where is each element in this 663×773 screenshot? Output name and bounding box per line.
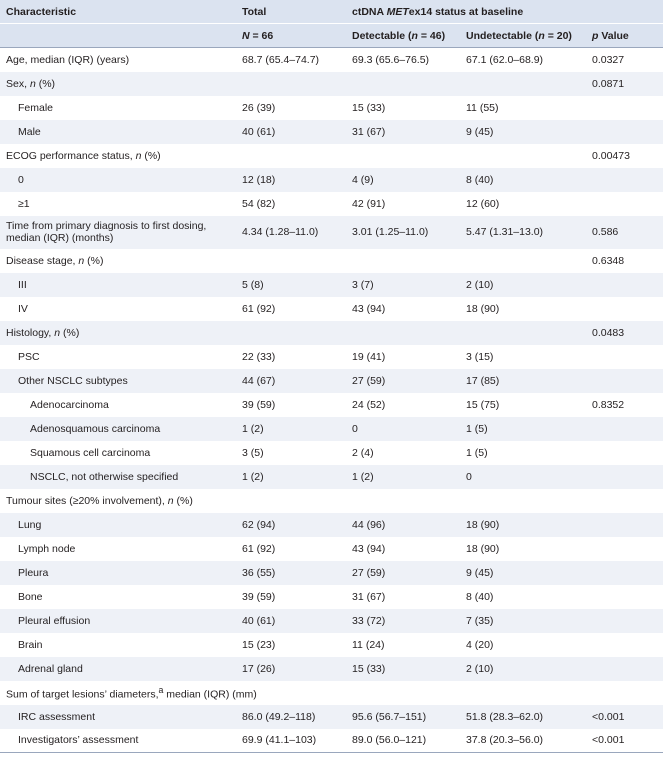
row-label: Lymph node <box>18 542 76 555</box>
label-n: n <box>29 77 36 90</box>
cell-p-value <box>586 297 663 321</box>
cell-detectable: 33 (72) <box>346 609 460 633</box>
label-text: Tumour sites (≥20% involvement), <box>6 494 168 507</box>
cell-total: 40 (61) <box>236 120 346 144</box>
cell-undetectable: 17 (85) <box>460 369 586 393</box>
header-ctdna-gene: MET <box>386 5 409 18</box>
cell-detectable <box>346 681 460 705</box>
cell-p-value <box>586 513 663 537</box>
table-row <box>0 72 663 96</box>
cell-detectable: 4 (9) <box>346 168 460 192</box>
header-detectable-prefix: Detectable ( <box>352 29 412 42</box>
cell-p-value <box>586 96 663 120</box>
label-n: n <box>54 326 61 339</box>
cell-total: 3 (5) <box>242 446 264 459</box>
row-label: Adrenal gland <box>0 657 236 681</box>
cell-detectable: 43 (94) <box>352 302 386 315</box>
table-row <box>0 417 663 441</box>
table-row <box>0 168 663 192</box>
cell-total: 17 (26) <box>236 657 346 681</box>
cell-undetectable: 9 (45) <box>460 561 586 585</box>
table-row <box>0 345 663 369</box>
label-tail: (%) <box>35 77 56 90</box>
cell-p-value: 0.00473 <box>592 149 630 162</box>
cell-undetectable: 5.47 (1.31–13.0) <box>460 216 586 249</box>
row-label: 0 <box>0 168 236 192</box>
header-detectable <box>346 24 460 48</box>
table-row <box>0 48 663 72</box>
cell-p-value <box>586 657 663 681</box>
cell-total: 68.7 (65.4–74.7) <box>242 53 320 66</box>
cell-undetectable: 3 (15) <box>466 350 494 363</box>
row-label: Brain <box>18 638 43 651</box>
label-n: n <box>78 254 85 267</box>
cell-total: 39 (59) <box>242 398 276 411</box>
row-label: ≥1 <box>18 197 30 210</box>
table-row <box>0 633 663 657</box>
cell-detectable <box>346 249 460 273</box>
cell-detectable <box>346 321 460 345</box>
table-row <box>0 216 663 249</box>
row-label <box>0 72 236 96</box>
cell-detectable: 15 (33) <box>352 101 386 114</box>
header-ctdna-prefix: ctDNA <box>352 5 387 18</box>
cell-p-value <box>586 345 663 369</box>
row-label: Adenosquamous carcinoma <box>0 417 236 441</box>
cell-detectable: 24 (52) <box>352 398 386 411</box>
cell-p-value: 0.8352 <box>592 398 625 411</box>
cell-total <box>236 321 346 345</box>
cell-p-value <box>586 537 663 561</box>
header-total: Total <box>236 0 346 24</box>
row-label: Time from primary diagnosis to first dosing, median (IQR) (months) <box>0 216 236 249</box>
cell-total: 12 (18) <box>236 168 346 192</box>
header-blank <box>0 24 236 48</box>
row-label: PSC <box>18 350 40 363</box>
cell-detectable: 27 (59) <box>346 369 460 393</box>
row-label: Bone <box>18 590 43 603</box>
cell-p-value <box>586 633 663 657</box>
cell-undetectable: 9 (45) <box>460 120 586 144</box>
table-row <box>0 192 663 216</box>
cell-p-value <box>586 441 663 465</box>
header-ctdna-status <box>346 0 663 24</box>
table-row <box>0 465 663 489</box>
cell-undetectable: 8 (40) <box>460 168 586 192</box>
label-tail: (%) <box>84 254 104 267</box>
cell-undetectable <box>460 321 586 345</box>
cell-detectable: 19 (41) <box>352 350 386 363</box>
header-row-1 <box>0 0 663 24</box>
label-tail: median (IQR) (mm) <box>163 688 257 701</box>
header-p-suffix: Value <box>598 29 629 42</box>
cell-undetectable: 7 (35) <box>460 609 586 633</box>
cell-undetectable: 0 <box>460 465 586 489</box>
cell-p-value: 0.0327 <box>592 53 625 66</box>
cell-total <box>236 72 346 96</box>
cell-undetectable: 1 (5) <box>460 417 586 441</box>
header-ctdna-suffix: ex14 status at baseline <box>408 5 524 18</box>
cell-undetectable: 1 (5) <box>466 446 488 459</box>
cell-p-value: 0.0871 <box>586 72 663 96</box>
cell-p-value: <0.001 <box>586 705 663 729</box>
cell-p-value <box>586 369 663 393</box>
row-label: Adenocarcinoma <box>30 398 109 411</box>
cell-detectable: 69.3 (65.6–76.5) <box>352 53 430 66</box>
cell-p-value: 0.586 <box>586 216 663 249</box>
header-undetectable-suffix: = 20) <box>544 29 572 42</box>
table-row <box>0 249 663 273</box>
cell-total: 4.34 (1.28–11.0) <box>236 216 346 249</box>
cell-total: 1 (2) <box>236 465 346 489</box>
cell-total: 1 (2) <box>236 417 346 441</box>
table-row <box>0 96 663 120</box>
cell-p-value <box>586 417 663 441</box>
cell-detectable: 3.01 (1.25–11.0) <box>346 216 460 249</box>
table-row <box>0 489 663 513</box>
row-label: Male <box>0 120 236 144</box>
cell-total: 54 (82) <box>242 197 276 210</box>
cell-undetectable <box>460 249 586 273</box>
cell-p-value <box>586 273 663 297</box>
cell-detectable: 31 (67) <box>352 590 386 603</box>
header-detectable-n: n <box>411 29 418 42</box>
table-row <box>0 369 663 393</box>
cell-p-value: <0.001 <box>586 729 663 753</box>
cell-total: 26 (39) <box>242 101 276 114</box>
cell-total: 62 (94) <box>236 513 346 537</box>
footnote-marker: a <box>158 684 164 695</box>
cell-total: 15 (23) <box>242 638 276 651</box>
header-p-label: p <box>592 29 599 42</box>
cell-detectable: 1 (2) <box>346 465 460 489</box>
cell-undetectable: 2 (10) <box>460 657 586 681</box>
table-row <box>0 144 663 168</box>
label-tail: (%) <box>60 326 80 339</box>
cell-total <box>236 489 346 513</box>
cell-undetectable: 15 (75) <box>466 398 500 411</box>
cell-detectable: 27 (59) <box>346 561 460 585</box>
table-row <box>0 321 663 345</box>
cell-p-value <box>586 681 663 705</box>
cell-p-value <box>586 120 663 144</box>
cell-total: 61 (92) <box>242 542 276 555</box>
cell-detectable: 42 (91) <box>352 197 386 210</box>
row-label: IRC assessment <box>0 705 236 729</box>
table-row <box>0 585 663 609</box>
table-row <box>0 537 663 561</box>
header-detectable-suffix: = 46) <box>417 29 446 42</box>
label-text: Sex, <box>6 77 30 90</box>
table-row <box>0 441 663 465</box>
cell-p-value <box>586 192 663 216</box>
cell-p-value: 0.0483 <box>586 321 663 345</box>
cell-undetectable: 8 (40) <box>466 590 494 603</box>
cell-p-value <box>586 489 663 513</box>
label-n: n <box>135 149 142 162</box>
table-row <box>0 705 663 729</box>
cell-detectable: 11 (24) <box>352 638 385 651</box>
table-row <box>0 393 663 417</box>
label-text: Histology, <box>6 326 55 339</box>
cell-undetectable <box>460 681 586 705</box>
cell-p-value <box>586 609 663 633</box>
cell-undetectable: 18 (90) <box>460 513 586 537</box>
row-label: Age, median (IQR) (years) <box>6 53 130 66</box>
header-undetectable-prefix: Undetectable ( <box>466 29 539 42</box>
header-n-total-value: = 66 <box>249 29 274 42</box>
row-label <box>0 249 236 273</box>
cell-detectable: 44 (96) <box>346 513 460 537</box>
row-label: Pleura <box>0 561 236 585</box>
cell-detectable: 89.0 (56.0–121) <box>346 729 460 753</box>
header-undetectable <box>460 24 586 48</box>
cell-total: 86.0 (49.2–118) <box>236 705 346 729</box>
cell-undetectable: 51.8 (28.3–62.0) <box>460 705 586 729</box>
cell-detectable: 0 <box>346 417 460 441</box>
row-label: Other NSCLC subtypes <box>0 369 236 393</box>
cell-undetectable: 37.8 (20.3–56.0) <box>460 729 586 753</box>
table-row <box>0 657 663 681</box>
cell-undetectable: 12 (60) <box>466 197 500 210</box>
cell-total: 61 (92) <box>242 302 276 315</box>
label-text: Sum of target lesions’ diameters, <box>6 688 159 701</box>
table-row <box>0 609 663 633</box>
cell-detectable: 2 (4) <box>352 446 374 459</box>
table-row <box>0 273 663 297</box>
cell-p-value: 0.6348 <box>592 254 625 267</box>
label-n: n <box>167 494 174 507</box>
row-label: Pleural effusion <box>0 609 236 633</box>
header-characteristic: Characteristic <box>0 0 236 24</box>
cell-total: 40 (61) <box>236 609 346 633</box>
cell-total: 36 (55) <box>236 561 346 585</box>
cell-total: 44 (67) <box>236 369 346 393</box>
header-n-total <box>236 24 346 48</box>
cell-detectable: 31 (67) <box>346 120 460 144</box>
cell-undetectable <box>460 489 586 513</box>
row-label: III <box>0 273 236 297</box>
cell-p-value <box>586 561 663 585</box>
cell-detectable: 3 (7) <box>346 273 460 297</box>
table-row <box>0 513 663 537</box>
table-row <box>0 729 663 753</box>
row-label: Lung <box>0 513 236 537</box>
label-tail: (%) <box>173 494 193 507</box>
cell-undetectable: 67.1 (62.0–68.9) <box>466 53 544 66</box>
cell-detectable <box>346 72 460 96</box>
cell-detectable: 43 (94) <box>352 542 386 555</box>
row-label: Investigators’ assessment <box>0 729 236 753</box>
label-tail: (%) <box>141 149 161 162</box>
label-text: ECOG performance status, <box>6 149 136 162</box>
row-label <box>0 321 236 345</box>
cell-detectable <box>346 144 460 168</box>
cell-total <box>236 249 346 273</box>
cell-total: 39 (59) <box>242 590 276 603</box>
cell-detectable <box>346 489 460 513</box>
row-label: NSCLC, not otherwise specified <box>0 465 236 489</box>
table-row <box>0 120 663 144</box>
table-row <box>0 297 663 321</box>
cell-p-value <box>586 168 663 192</box>
cell-total: 22 (33) <box>242 350 276 363</box>
header-n-total-label: N <box>242 29 250 42</box>
cell-undetectable: 4 (20) <box>466 638 494 651</box>
label-text: Disease stage, <box>6 254 79 267</box>
cell-total: 5 (8) <box>236 273 346 297</box>
row-label <box>0 681 257 705</box>
cell-undetectable <box>460 72 586 96</box>
row-label <box>0 144 236 168</box>
cell-undetectable: 2 (10) <box>460 273 586 297</box>
cell-undetectable: 11 (55) <box>466 101 499 114</box>
row-label <box>0 489 236 513</box>
cell-detectable: 95.6 (56.7–151) <box>346 705 460 729</box>
cell-undetectable <box>460 144 586 168</box>
row-label: Squamous cell carcinoma <box>30 446 151 459</box>
header-row-2 <box>0 24 663 48</box>
table-row <box>0 681 663 705</box>
cell-total: 69.9 (41.1–103) <box>236 729 346 753</box>
cell-p-value <box>586 585 663 609</box>
table-row <box>0 561 663 585</box>
header-p-value <box>586 24 663 48</box>
cell-p-value <box>586 465 663 489</box>
row-label: Female <box>18 101 54 114</box>
row-label: IV <box>18 302 28 315</box>
cell-undetectable: 18 (90) <box>466 542 500 555</box>
header-undetectable-n: n <box>538 29 545 42</box>
cell-undetectable: 18 (90) <box>466 302 500 315</box>
cell-total <box>236 144 346 168</box>
cell-detectable: 15 (33) <box>346 657 460 681</box>
